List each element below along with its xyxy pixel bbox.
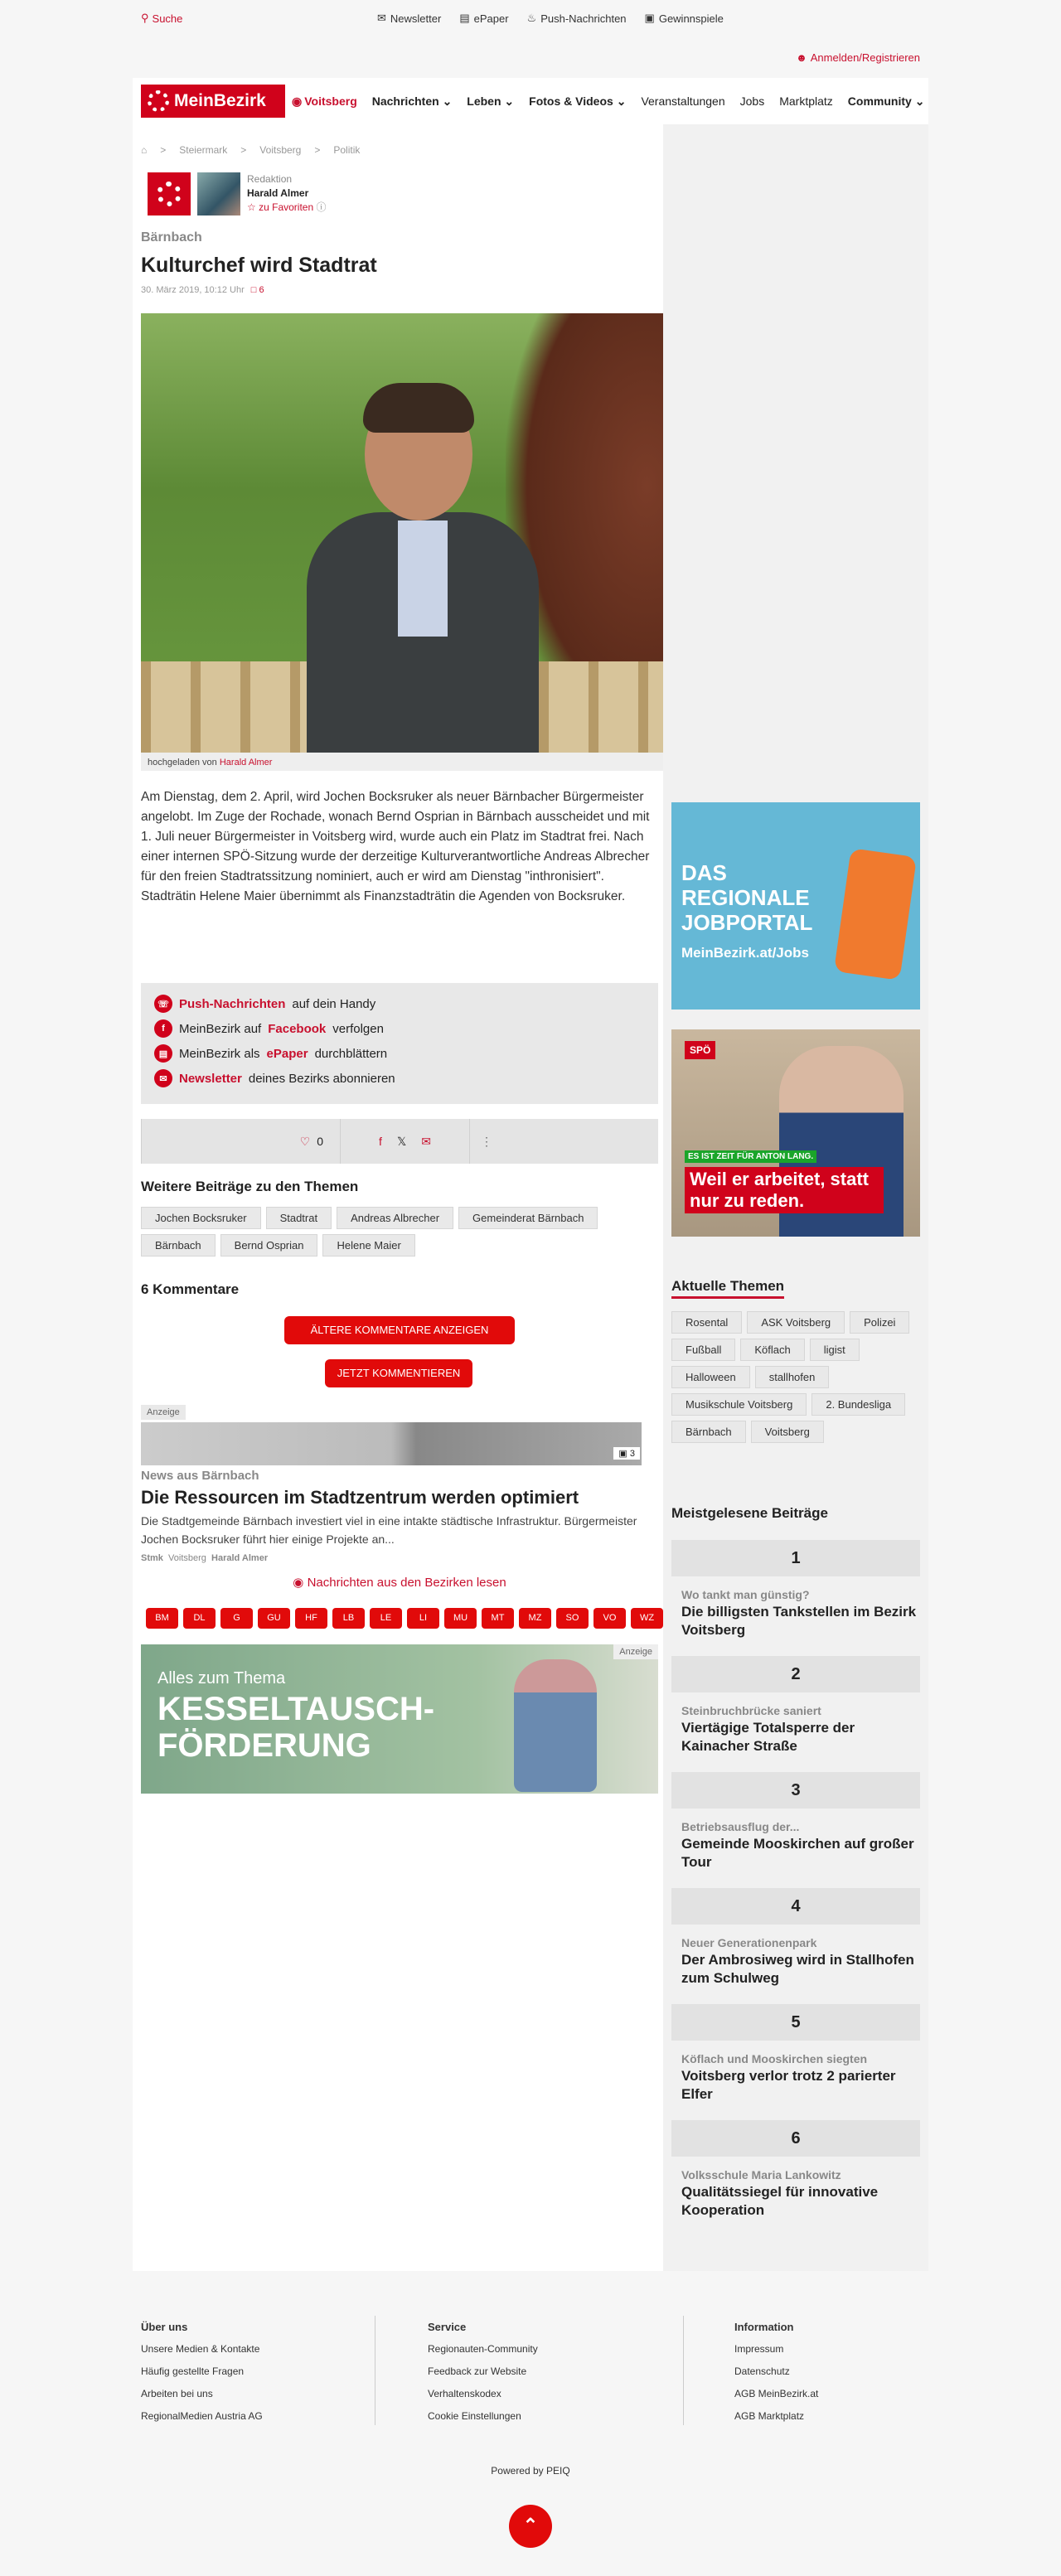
footer-link[interactable]: Unsere Medien & Kontakte xyxy=(141,2343,260,2355)
share-bar xyxy=(141,1119,658,1164)
facebook-icon: f xyxy=(154,1019,172,1038)
footer-link[interactable]: RegionalMedien Austria AG xyxy=(141,2410,263,2422)
breadcrumb: ⌂ > Steiermark > Voitsberg > Politik xyxy=(141,144,361,156)
topic-tag[interactable]: Stadtrat xyxy=(266,1207,332,1229)
footer-link[interactable]: Feedback zur Website xyxy=(428,2365,527,2377)
topic-tag[interactable]: 2. Bundesliga xyxy=(811,1393,905,1416)
spo-ad[interactable]: SPÖ ES IST ZEIT FÜR ANTON LANG. Weil er arbeitet, statt nur zu reden. xyxy=(671,1029,920,1237)
favorite-button[interactable]: ☆ zu Favoriten ⓘ xyxy=(247,201,327,213)
chevron-down-icon: ⌄ xyxy=(914,94,925,108)
main-nav xyxy=(133,78,928,124)
nav-marktplatz[interactable]: Marktplatz xyxy=(779,94,833,108)
topic-tag[interactable]: ASK Voitsberg xyxy=(747,1311,845,1334)
district-news-link[interactable]: ◉ Nachrichten aus den Bezirken lesen xyxy=(293,1576,506,1590)
like-button[interactable]: ♡ 0 xyxy=(142,1119,341,1164)
chevron-down-icon: ⌄ xyxy=(616,94,627,108)
spo-logo: SPÖ xyxy=(685,1041,715,1059)
phone-icon: ☏ xyxy=(154,995,172,1013)
newspaper-icon: ▤ xyxy=(154,1044,172,1063)
article-body: Am Dienstag, dem 2. April, wird Jochen Bocksruker als neuer Bärnbacher Bürgermeister angelobt. Im Zuge der Rochade, wonach Bernd Osprian in Bärnbach ausscheidet und mit 1. Juli neuer Bürgermeister in Voitsberg wird, wurde auch ein Platz im Stadtrat frei. Nach einer internen SPÖ-Sitzung wurde der derzeitige Kulturverantwortliche Andreas Albrecher für den freien Stadtratssitzung nominiert, auch er wird am Dienstag "inthronisiert". Stadträtin Helene Maier übernimmt als Finanzstadträtin die Agenden von Bocksruker. xyxy=(141,790,650,903)
comment-count[interactable]: □ 6 xyxy=(250,285,264,295)
district-button[interactable]: MZ xyxy=(519,1608,551,1629)
district-button[interactable]: VO xyxy=(593,1608,626,1629)
district-button[interactable]: BM xyxy=(146,1608,178,1629)
district-button[interactable]: LB xyxy=(332,1608,365,1629)
subscribe-box xyxy=(141,983,658,1104)
topic-tag[interactable]: Jochen Bocksruker xyxy=(141,1207,261,1229)
scroll-top-button[interactable] xyxy=(509,2505,552,2548)
chevron-down-icon: ⌄ xyxy=(442,94,453,108)
topic-tag[interactable]: Halloween xyxy=(671,1366,750,1388)
district-button[interactable]: LI xyxy=(407,1608,439,1629)
teaser-kicker: News aus Bärnbach xyxy=(141,1469,259,1483)
district-button[interactable]: SO xyxy=(556,1608,589,1629)
topic-tag[interactable]: Bärnbach xyxy=(671,1421,746,1443)
breadcrumb-item[interactable]: Voitsberg xyxy=(259,144,302,156)
user-icon: ☻ xyxy=(796,51,807,64)
district-button[interactable]: MT xyxy=(482,1608,514,1629)
newsletter-link[interactable]: ✉ Newsletter xyxy=(377,12,442,25)
breadcrumb-item[interactable]: Steiermark xyxy=(179,144,228,156)
promo-newsletter[interactable]: ✉ Newsletter deines Bezirks abonnieren xyxy=(154,1069,645,1087)
comment-icon: □ xyxy=(250,285,257,295)
info-icon[interactable]: ⓘ xyxy=(316,201,327,213)
footer-link[interactable]: Häufig gestellte Fragen xyxy=(141,2365,245,2377)
mail-icon[interactable]: ✉ xyxy=(421,1134,431,1148)
topic-tag[interactable]: ligist xyxy=(810,1339,860,1361)
topic-tag[interactable]: Andreas Albrecher xyxy=(337,1207,453,1229)
district-button[interactable]: DL xyxy=(183,1608,216,1629)
teaser-meta: Stmk Voitsberg Harald Almer xyxy=(141,1553,269,1563)
location-selector[interactable]: ◉ Voitsberg xyxy=(292,94,357,108)
topics-heading: Weitere Beiträge zu den Themen xyxy=(141,1179,359,1194)
district-button[interactable]: G xyxy=(220,1608,253,1629)
most-read-item[interactable]: 4 Neuer Generationenpark Der Ambrosiweg wird in Stallhofen zum Schulweg xyxy=(671,1888,920,1988)
login-link[interactable]: ☻ Anmelden/Registrieren xyxy=(796,51,920,64)
footer-link[interactable]: Datenschutz xyxy=(734,2365,790,2377)
x-icon[interactable]: 𝕏 xyxy=(396,1134,407,1148)
most-read-item[interactable]: 5 Köflach und Mooskirchen siegten Voitsberg verlor trotz 2 parierter Elfer xyxy=(671,2004,920,2104)
top-links xyxy=(377,12,724,25)
current-topics-heading: Aktuelle Themen xyxy=(671,1278,784,1299)
comments-heading: 6 Kommentare xyxy=(141,1281,240,1297)
topic-tag[interactable]: Köflach xyxy=(740,1339,804,1361)
teaser-title[interactable]: Die Ressourcen im Stadtzentrum werden optimiert xyxy=(141,1487,579,1508)
gift-icon: ▣ xyxy=(644,12,655,24)
most-read-item[interactable]: 6 Volksschule Maria Lankowitz Qualitätssiegel für innovative Kooperation xyxy=(671,2120,920,2220)
chevron-down-icon: ⌄ xyxy=(504,94,515,108)
breadcrumb-item[interactable]: Politik xyxy=(333,144,361,156)
district-button[interactable]: LE xyxy=(370,1608,402,1629)
nav-veranstaltungen[interactable]: Veranstaltungen xyxy=(641,94,725,108)
newspaper-icon: ▤ xyxy=(459,12,470,24)
district-button[interactable]: HF xyxy=(295,1608,327,1629)
article-date: 30. März 2019, 10:12 Uhr □ 6 xyxy=(141,285,264,295)
footer-col-information: Information Impressum Datenschutz AGB MeinBezirk.at AGB Marktplatz xyxy=(734,2316,818,2428)
footer-link[interactable]: AGB MeinBezirk.at xyxy=(734,2388,819,2399)
push-link[interactable]: ♨ Push-Nachrichten xyxy=(526,12,627,25)
topic-tag[interactable]: Helene Maier xyxy=(322,1234,414,1257)
sponsored-teaser[interactable] xyxy=(141,1404,658,1563)
topic-tag[interactable]: Bärnbach xyxy=(141,1234,216,1257)
ad-label: Anzeige xyxy=(613,1644,658,1659)
logo-icon xyxy=(148,90,169,112)
most-read-item[interactable]: 2 Steinbruchbrücke saniert Viertägige Totalsperre der Kainacher Straße xyxy=(671,1656,920,1755)
footer-col-service: Service Regionauten-Community Feedback zur Website Verhaltenskodex Cookie Einstellungen xyxy=(428,2316,538,2428)
powered-by[interactable]: Powered by PEIQ xyxy=(491,2465,570,2477)
current-topic-tags xyxy=(671,1311,920,1443)
nav-nachrichten[interactable]: Nachrichten ⌄ xyxy=(371,94,453,108)
footer xyxy=(133,2271,928,2437)
footer-link[interactable]: Regionauten-Community xyxy=(428,2343,538,2355)
footer-link[interactable]: Cookie Einstellungen xyxy=(428,2410,521,2422)
nav-leben[interactable]: Leben ⌄ xyxy=(467,94,515,108)
heart-icon: ♡ xyxy=(299,1134,311,1148)
topic-tags xyxy=(141,1207,658,1257)
home-icon[interactable]: ⌂ xyxy=(141,144,148,156)
footer-link[interactable]: Verhaltenskodex xyxy=(428,2388,501,2399)
pin-icon: ◉ xyxy=(293,1576,304,1590)
district-button[interactable]: GU xyxy=(258,1608,290,1629)
footer-link[interactable]: Arbeiten bei uns xyxy=(141,2388,213,2399)
facebook-icon[interactable]: f xyxy=(379,1135,382,1148)
district-button[interactable]: MU xyxy=(444,1608,477,1629)
teaser-image[interactable] xyxy=(141,1422,642,1465)
phone-icon xyxy=(834,848,917,981)
article-location: Bärnbach xyxy=(141,230,202,245)
promo-epaper[interactable]: ▤ MeinBezirk als ePaper durchblättern xyxy=(154,1044,645,1063)
author-name[interactable]: Harald Almer xyxy=(247,187,309,199)
ad-label: Anzeige xyxy=(141,1405,186,1420)
topic-tag[interactable]: stallhofen xyxy=(755,1366,830,1388)
topic-tag[interactable]: Rosental xyxy=(671,1311,742,1334)
footer-link[interactable]: Impressum xyxy=(734,2343,784,2355)
district-list xyxy=(146,1608,663,1629)
topic-tag[interactable]: Bernd Osprian xyxy=(220,1234,318,1257)
promo-push[interactable]: ☏ Push-Nachrichten auf dein Handy xyxy=(154,995,645,1013)
topic-tag[interactable]: Gemeinderat Bärnbach xyxy=(458,1207,598,1229)
most-read-heading: Meistgelesene Beiträge xyxy=(671,1505,828,1521)
top-bar xyxy=(133,0,928,75)
kesseltausch-ad[interactable]: Alles zum Thema KESSELTAUSCH- FÖRDERUNG Anzeige xyxy=(141,1644,658,1794)
pin-icon: ◉ xyxy=(292,94,303,108)
topic-tag[interactable]: Fußball xyxy=(671,1339,735,1361)
logo[interactable]: MeinBezirk xyxy=(141,85,285,118)
nav-jobs[interactable]: Jobs xyxy=(739,94,765,108)
bell-icon: ♨ xyxy=(526,12,537,24)
nav-community[interactable]: Community ⌄ xyxy=(847,94,925,108)
image-caption: hochgeladen von Harald Almer xyxy=(141,753,920,771)
write-comment-button[interactable]: JETZT KOMMENTIEREN xyxy=(325,1359,472,1387)
topic-tag[interactable]: Musikschule Voitsberg xyxy=(671,1393,807,1416)
teaser-text: Die Stadtgemeinde Bärnbach investiert viel in eine intakte städtische Infrastruktur. Bürgermeister Jochen Bocksruker führt hier einige Projekte an... xyxy=(141,1514,637,1546)
nav-fotos-videos[interactable]: Fotos & Videos ⌄ xyxy=(529,94,627,108)
topic-tag[interactable]: Polizei xyxy=(850,1311,909,1334)
topic-tag[interactable]: Voitsberg xyxy=(751,1421,824,1443)
search-icon: ⚲ xyxy=(141,12,149,24)
sidebar xyxy=(663,124,928,2271)
older-comments-button[interactable]: ÄLTERE KOMMENTARE ANZEIGEN xyxy=(284,1316,515,1344)
epaper-link[interactable]: ▤ ePaper xyxy=(459,12,509,25)
gewinnspiele-link[interactable]: ▣ Gewinnspiele xyxy=(644,12,724,25)
footer-link[interactable]: AGB Marktplatz xyxy=(734,2410,805,2422)
page-title: Kulturchef wird Stadtrat xyxy=(141,254,377,277)
most-read-item[interactable]: 1 Wo tankt man günstig? Die billigsten Tankstellen im Bezirk Voitsberg xyxy=(671,1540,920,1639)
chevron-up-icon: ⌃ xyxy=(522,2515,539,2535)
footer-col-about: Über uns Unsere Medien & Kontakte Häufig gestellte Fragen Arbeiten bei uns RegionalMedien Austria AG xyxy=(141,2316,263,2428)
most-read-item[interactable]: 3 Betriebsausflug der... Gemeinde Mooskirchen auf großer Tour xyxy=(671,1772,920,1871)
more-icon[interactable]: ⋮ xyxy=(481,1134,492,1148)
search-link[interactable]: ⚲ Suche xyxy=(141,12,183,25)
camera-icon: ▣ xyxy=(618,1449,627,1459)
mail-icon: ✉ xyxy=(377,12,386,24)
author-box xyxy=(148,172,327,215)
editorial-logo xyxy=(148,172,191,215)
star-icon: ☆ xyxy=(247,201,256,213)
image-count: ▣ 3 xyxy=(613,1447,640,1460)
jobportal-ad[interactable]: DAS REGIONALE JOBPORTAL MeinBezirk.at/Jobs xyxy=(671,802,920,1010)
mail-icon: ✉ xyxy=(154,1069,172,1087)
caption-author-link[interactable]: Harald Almer xyxy=(219,758,273,767)
district-button[interactable]: WZ xyxy=(631,1608,663,1629)
promo-facebook[interactable]: f MeinBezirk auf Facebook verfolgen xyxy=(154,1019,645,1038)
avatar[interactable] xyxy=(197,172,240,215)
author-role: Redaktion xyxy=(247,173,293,185)
